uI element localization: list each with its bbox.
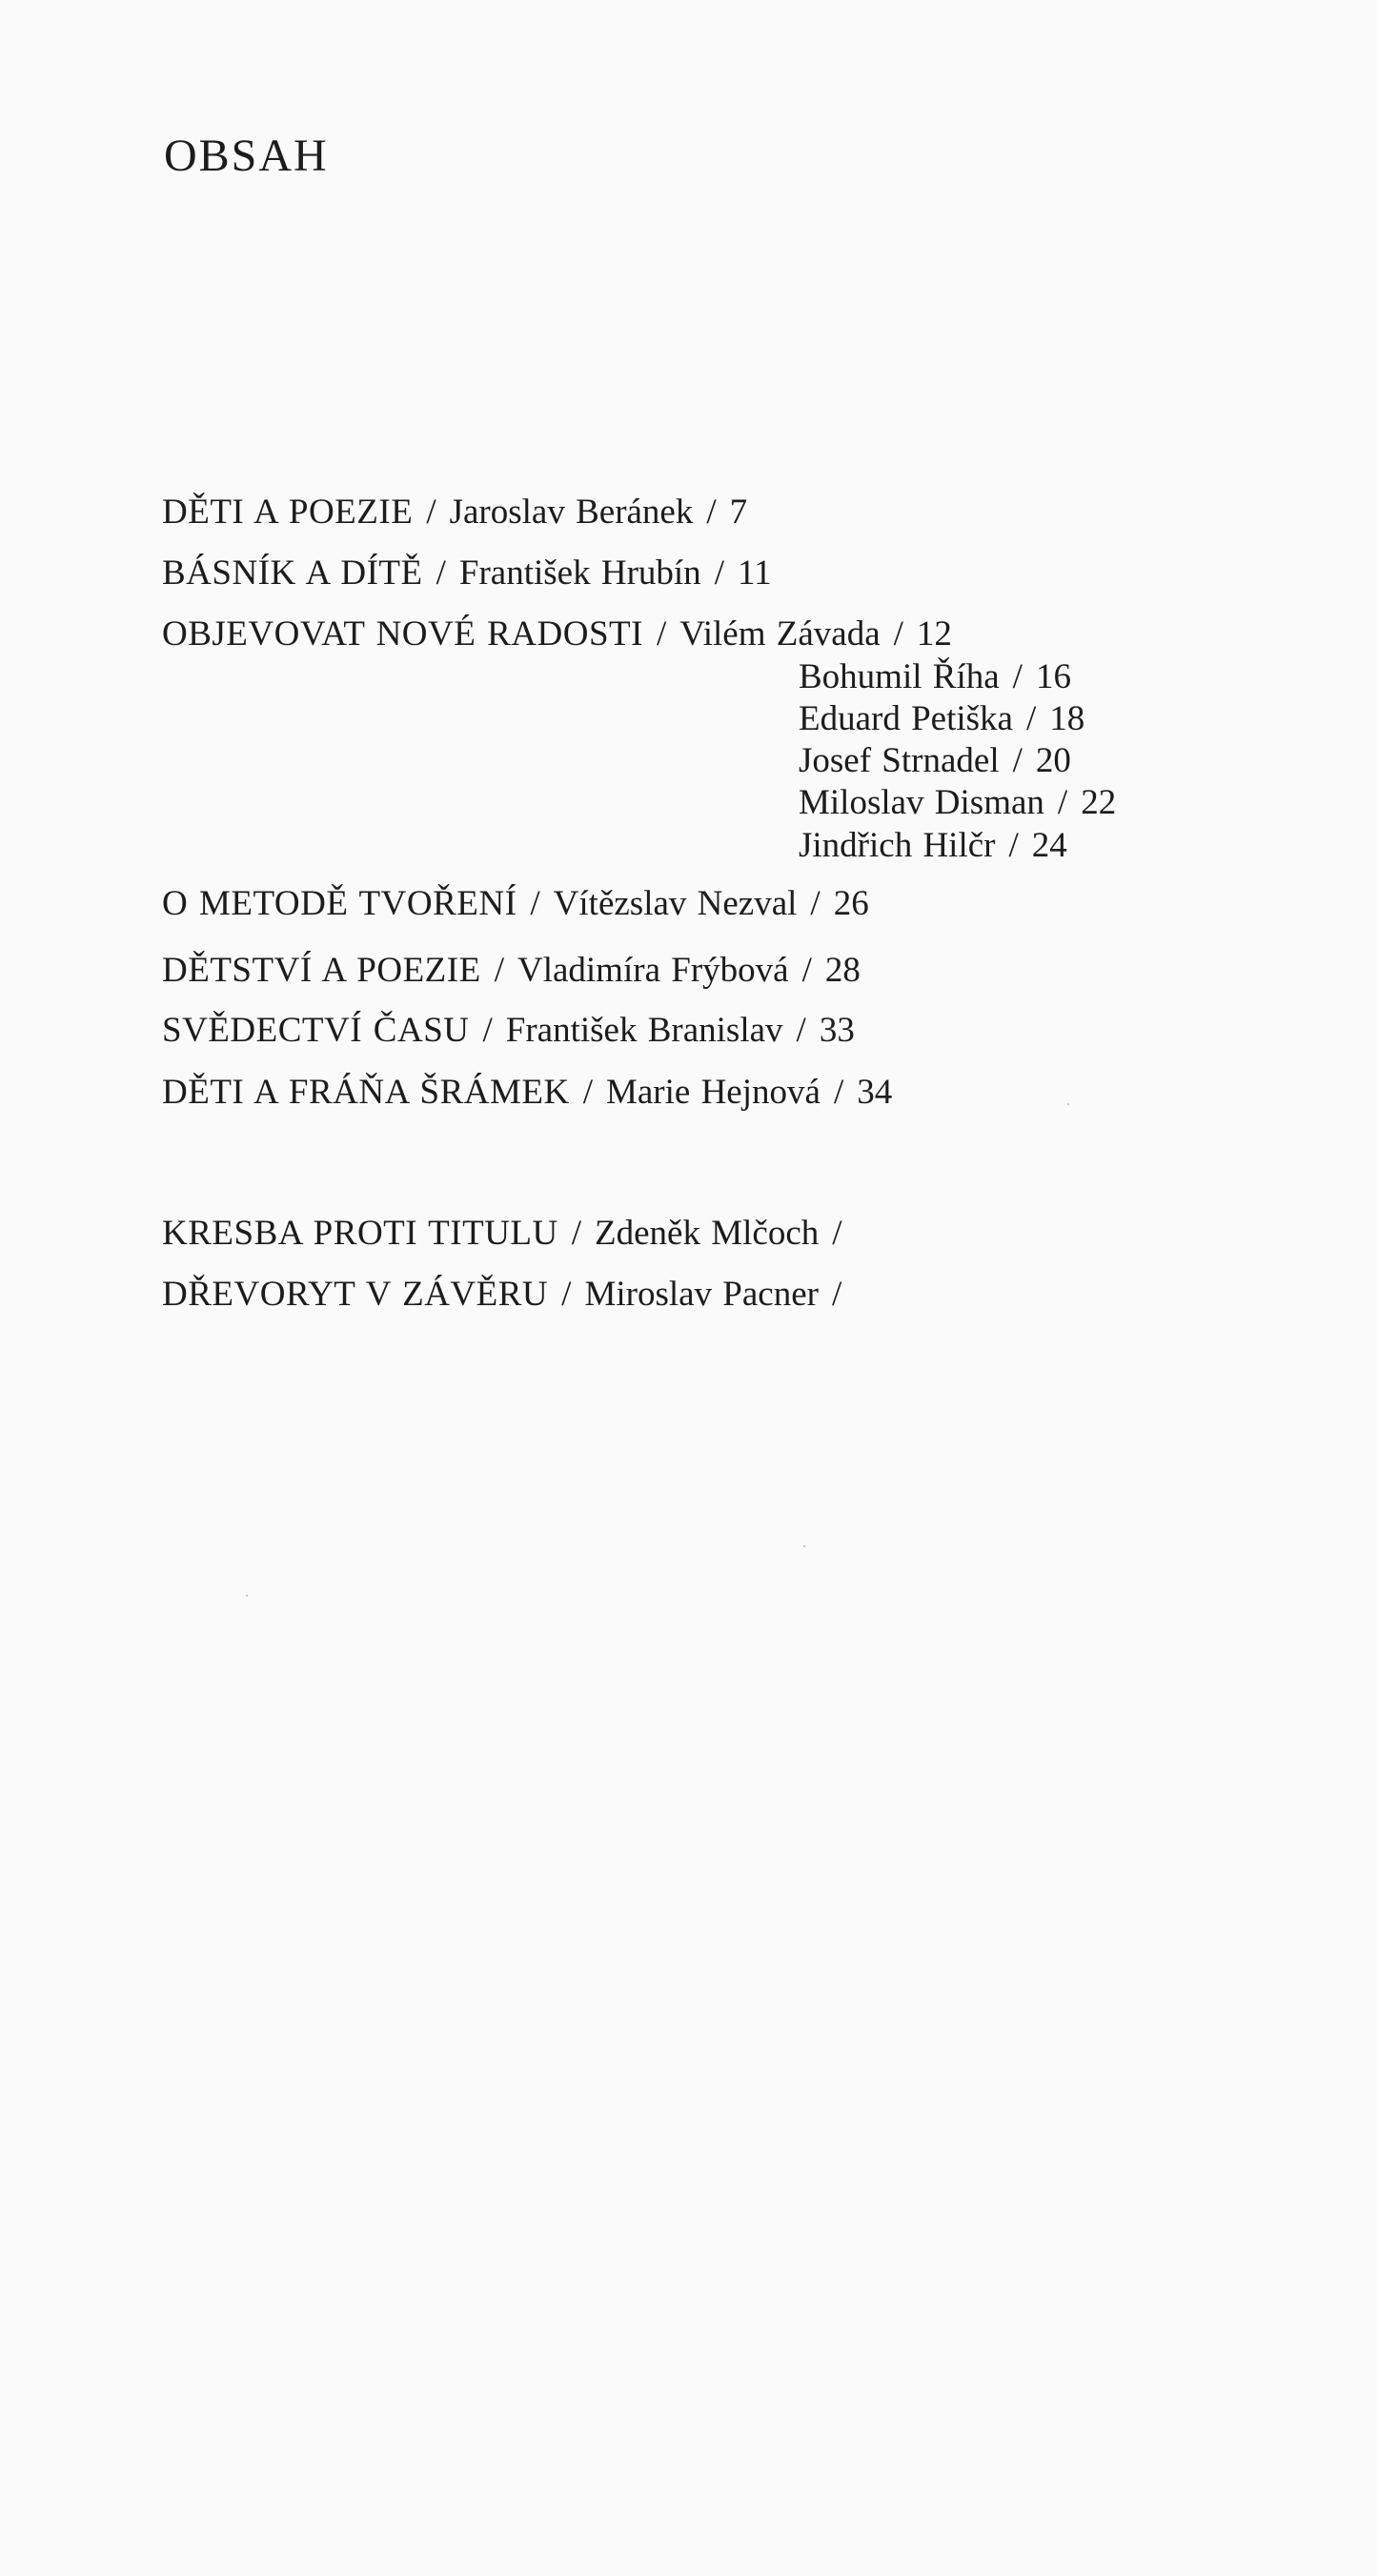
author-name: Miloslav Disman [799,783,1044,822]
separator: / [893,614,903,654]
page-number: 24 [1031,826,1067,865]
author-name: Bohumil Říha [799,657,1000,696]
page-number: 11 [737,553,772,593]
paper-speck [803,1545,805,1547]
author-name: Vítězslav Nezval [553,884,798,923]
separator: / [582,1073,593,1112]
section-title: DĚTI A FRÁŇA ŠRÁMEK [162,1073,570,1112]
section-title: BÁSNÍK A DÍTĚ [162,553,423,593]
separator: / [561,1275,572,1314]
separator: / [831,1275,842,1314]
author-name: František Hrubín [458,553,701,593]
separator: / [833,1073,844,1112]
illustration-entry [162,1273,855,1317]
section-title: O METODĚ TVOŘENÍ [162,884,517,923]
toc-entry [162,1009,855,1053]
author-name: Jindřich Hilčr [799,826,996,865]
page-number: 7 [729,493,748,532]
toc-entry [162,552,772,595]
toc-entry [162,613,952,656]
page-number: 18 [1049,699,1085,738]
section-title: DĚTSTVÍ A POEZIE [162,951,481,990]
separator: / [530,884,540,923]
separator: / [426,493,436,532]
author-name: Zdeněk Mlčoch [595,1214,820,1253]
toc-subentry [799,781,1116,825]
paper-speck [1067,1103,1069,1105]
page-number: 16 [1035,657,1071,696]
toc-entry [162,882,869,926]
separator: / [656,614,667,654]
page-number: 26 [833,884,869,923]
author-name: Marie Hejnová [605,1073,821,1112]
author-name: Eduard Petiška [799,699,1013,738]
toc-subentry [799,824,1067,868]
section-title: OBJEVOVAT NOVÉ RADOSTI [162,614,643,654]
section-title: SVĚDECTVÍ ČASU [162,1011,470,1050]
author-name: Josef Strnadel [799,741,1000,780]
paper-speck [246,1595,248,1597]
separator: / [1025,699,1037,738]
toc-entry [162,949,861,993]
separator: / [1008,826,1019,865]
page-number: 34 [857,1073,893,1112]
separator: / [801,951,812,990]
toc-entry [162,491,747,534]
page-number: 12 [916,614,952,654]
toc-subentry [799,655,1071,699]
separator: / [714,553,724,593]
separator: / [796,1011,806,1050]
page-number: 22 [1081,783,1117,822]
separator: / [482,1011,493,1050]
author-name: Miroslav Pacner [584,1275,819,1314]
separator: / [436,553,446,593]
page-number: 33 [819,1011,855,1050]
separator: / [706,493,717,532]
page-number: 20 [1035,741,1071,780]
author-name: Vladimíra Frýbová [517,951,789,990]
illustration-entry [162,1212,856,1256]
toc-subentry [799,739,1071,783]
section-title: KRESBA PROTI TITULU [162,1214,558,1253]
separator: / [832,1214,842,1253]
separator: / [1057,783,1068,822]
separator: / [810,884,821,923]
author-name: František Branislav [505,1011,783,1050]
author-name: Vilém Závada [679,614,881,654]
page-number: 28 [824,951,861,990]
separator: / [1012,741,1023,780]
separator: / [494,951,504,990]
page-title: OBSAH [164,131,329,181]
separator: / [571,1214,582,1253]
section-title: DŘEVORYT V ZÁVĚRU [162,1275,549,1314]
toc-entry [162,1071,892,1115]
toc-subentry [799,697,1084,741]
separator: / [1012,657,1023,696]
author-name: Jaroslav Beránek [449,493,694,532]
section-title: DĚTI A POEZIE [162,493,414,532]
